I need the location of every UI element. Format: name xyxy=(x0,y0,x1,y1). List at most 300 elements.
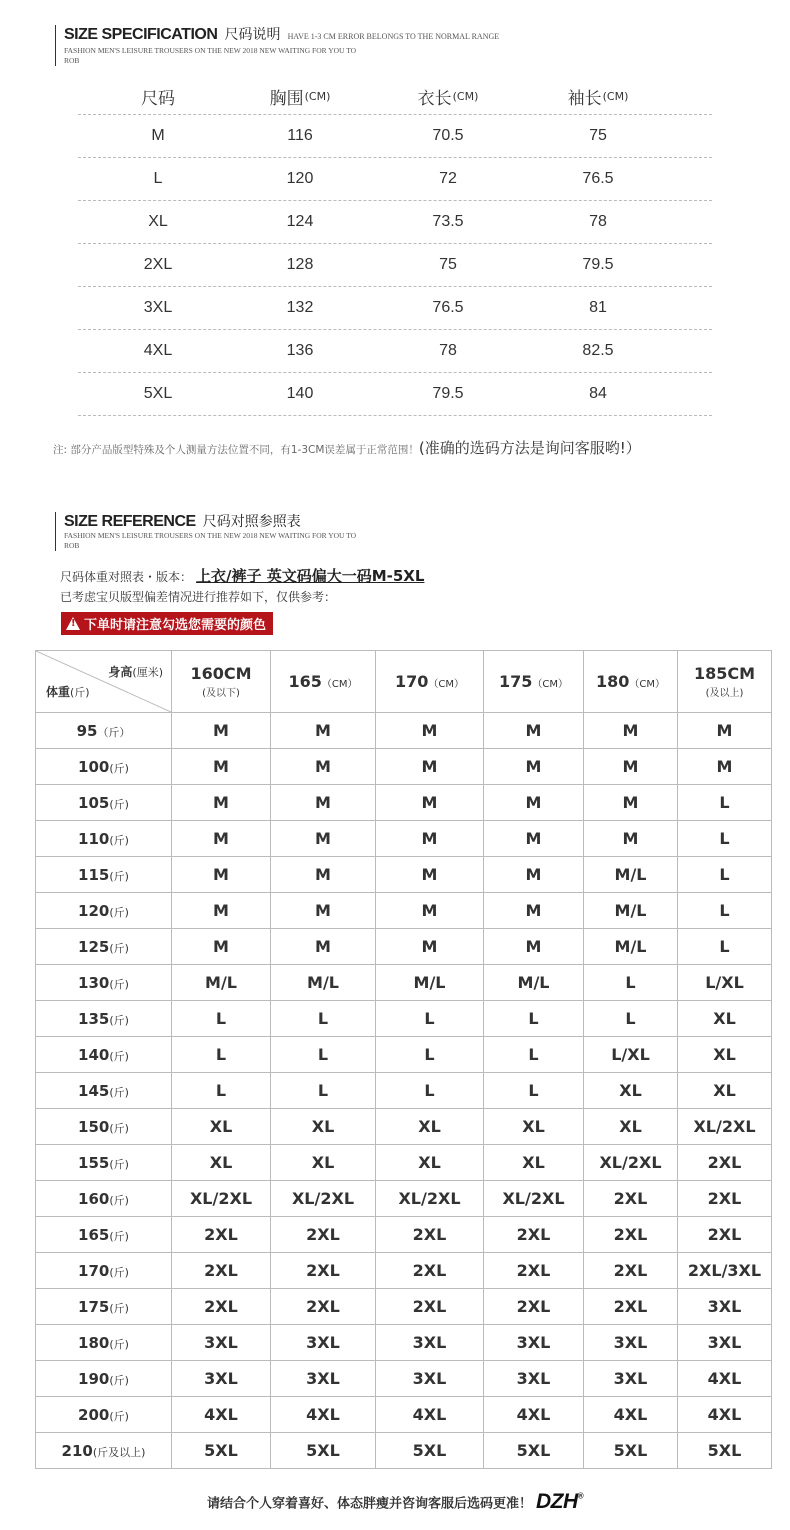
weight-value: 200 xyxy=(78,1405,110,1424)
size-cell: 2XL xyxy=(271,1289,376,1325)
size-cell: L/XL xyxy=(584,1037,678,1073)
weight-cell xyxy=(36,785,172,821)
size-cell: M/L xyxy=(172,965,271,1001)
size-cell: 3XL xyxy=(584,1361,678,1397)
spec-row xyxy=(78,158,712,201)
ref-table-row xyxy=(36,1253,772,1289)
weight-unit: (斤) xyxy=(109,905,129,919)
height-value: 165 xyxy=(288,672,322,691)
spec-cell: 72 xyxy=(439,170,457,187)
spec-cell: 4XL xyxy=(143,342,173,359)
size-cell: M xyxy=(376,749,484,785)
size-cell: 2XL xyxy=(678,1181,772,1217)
color-warning-banner xyxy=(61,612,273,635)
size-cell: M xyxy=(484,785,584,821)
size-cell: 3XL xyxy=(678,1289,772,1325)
brand-logo-text: DZH xyxy=(535,1490,578,1513)
size-cell: 2XL xyxy=(584,1181,678,1217)
weight-value: 115 xyxy=(78,865,110,884)
spec-cell: 116 xyxy=(287,127,313,144)
size-cell: M xyxy=(271,749,376,785)
ref-table-row xyxy=(36,821,772,857)
weight-unit: (斤及以上) xyxy=(92,1445,146,1459)
weight-value: 95 xyxy=(76,721,98,740)
size-cell: 5XL xyxy=(484,1433,584,1469)
footer-text: 请结合个人穿着喜好、体态胖瘦并咨询客服后选码更准！ xyxy=(206,1496,532,1512)
spec-cell: L xyxy=(153,170,163,187)
size-cell: M xyxy=(584,785,678,821)
size-cell: 3XL xyxy=(172,1361,271,1397)
size-cell: L xyxy=(678,893,772,929)
weight-cell xyxy=(36,1073,172,1109)
weight-unit: (斤) xyxy=(109,1121,129,1135)
size-cell: M xyxy=(584,749,678,785)
size-cell: 2XL xyxy=(584,1289,678,1325)
height-value: 160CM xyxy=(190,664,252,683)
height-header-cell xyxy=(484,651,584,713)
weight-unit: (斤) xyxy=(109,797,129,811)
weight-cell xyxy=(36,1397,172,1433)
ref-version-line xyxy=(60,565,424,586)
weight-value: 120 xyxy=(78,901,110,920)
weight-value: 160 xyxy=(78,1189,110,1208)
ref-table-row xyxy=(36,1361,772,1397)
spec-cell: 79.5 xyxy=(582,256,614,273)
height-value: 175 xyxy=(498,672,533,691)
size-cell: XL xyxy=(172,1109,271,1145)
size-cell: M xyxy=(376,713,484,749)
size-cell: M xyxy=(584,821,678,857)
ref-table-row xyxy=(36,857,772,893)
weight-value: 170 xyxy=(78,1261,110,1280)
weight-cell xyxy=(36,821,172,857)
size-cell: M xyxy=(271,785,376,821)
size-ref-header xyxy=(55,512,364,551)
size-spec-note-small: 注: 部分产品版型特殊及个人测量方法位置不同，有1-3CM误差属于正常范围！ xyxy=(53,444,419,456)
size-cell: XL xyxy=(271,1109,376,1145)
size-cell: 2XL xyxy=(271,1253,376,1289)
weight-unit: (斤) xyxy=(109,1409,129,1423)
size-cell: XL xyxy=(584,1073,678,1109)
spec-cell: 84 xyxy=(589,385,607,402)
size-cell: 2XL xyxy=(376,1217,484,1253)
ref-table-row xyxy=(36,965,772,1001)
size-cell: L xyxy=(678,857,772,893)
ref-table-row xyxy=(36,1433,772,1469)
ref-table-row xyxy=(36,1397,772,1433)
height-header-cell xyxy=(172,651,271,713)
size-spec-table xyxy=(78,78,712,416)
size-ref-title-en: SIZE REFERENCE xyxy=(64,513,196,530)
size-cell: L xyxy=(271,1073,376,1109)
size-cell: M xyxy=(584,713,678,749)
weight-value: 175 xyxy=(78,1297,110,1316)
size-cell: 3XL xyxy=(172,1325,271,1361)
size-cell: 3XL xyxy=(271,1361,376,1397)
weight-unit: (斤) xyxy=(109,941,129,955)
height-unit: （CM） xyxy=(428,679,465,690)
size-cell: L xyxy=(376,1001,484,1037)
spec-header-label: 尺码 xyxy=(141,88,175,109)
size-cell: M xyxy=(484,929,584,965)
size-cell: 3XL xyxy=(376,1361,484,1397)
size-cell: 2XL xyxy=(376,1289,484,1325)
height-header-cell xyxy=(271,651,376,713)
weight-value: 140 xyxy=(78,1045,110,1064)
spec-cell: 136 xyxy=(286,342,314,359)
spec-row xyxy=(78,373,712,416)
ref-table-row xyxy=(36,1325,772,1361)
size-cell: M xyxy=(484,893,584,929)
ref-table-row xyxy=(36,713,772,749)
corner-height-text: 身高 xyxy=(108,665,133,679)
ref-table-row xyxy=(36,1109,772,1145)
spec-header-cell xyxy=(108,78,208,114)
ref-version-highlight: 上衣/裤子 英文码偏大一码M-5XL xyxy=(196,567,425,585)
size-cell: XL xyxy=(678,1073,772,1109)
height-header-cell xyxy=(678,651,772,713)
weight-cell xyxy=(36,1217,172,1253)
weight-cell xyxy=(36,893,172,929)
ref-table-row xyxy=(36,1181,772,1217)
weight-cell xyxy=(36,1001,172,1037)
spec-header-unit: (CM) xyxy=(304,89,331,103)
size-cell: 2XL xyxy=(484,1253,584,1289)
height-sub: (及以上) xyxy=(705,688,744,699)
weight-unit: (斤) xyxy=(109,1193,129,1207)
size-cell: XL/2XL xyxy=(584,1145,678,1181)
weight-unit: (斤) xyxy=(109,977,129,991)
size-ref-title-cn: 尺码对照参照表 xyxy=(202,514,301,530)
size-cell: XL xyxy=(678,1037,772,1073)
spec-row xyxy=(78,115,712,158)
size-cell: L/XL xyxy=(678,965,772,1001)
height-unit: （CM） xyxy=(321,679,358,690)
size-cell: L xyxy=(584,1001,678,1037)
ref-table-row xyxy=(36,929,772,965)
size-cell: XL xyxy=(584,1109,678,1145)
ref-header-row xyxy=(36,651,772,713)
spec-row xyxy=(78,201,712,244)
weight-unit: (斤) xyxy=(109,1229,129,1243)
spec-cell: 2XL xyxy=(143,256,173,273)
weight-value: 180 xyxy=(78,1333,110,1352)
size-cell: 3XL xyxy=(678,1325,772,1361)
height-header-cell xyxy=(376,651,484,713)
ref-table-row xyxy=(36,749,772,785)
size-cell: XL xyxy=(172,1145,271,1181)
spec-cell: 75 xyxy=(589,127,607,144)
size-spec-title-cn: 尺码说明 xyxy=(224,27,281,43)
size-cell: 4XL xyxy=(376,1397,484,1433)
size-cell: M xyxy=(172,893,271,929)
size-cell: 4XL xyxy=(678,1397,772,1433)
size-cell: 2XL xyxy=(678,1145,772,1181)
weight-value: 135 xyxy=(78,1009,110,1028)
size-ref-subtitle: FASHION MEN'S LEISURE TROUSERS ON THE NEW 2018 NEW WAITING FOR YOU TO ROB xyxy=(64,531,357,550)
spec-cell: 5XL xyxy=(143,385,173,402)
spec-cell: 81 xyxy=(589,299,607,316)
weight-value: 100 xyxy=(78,757,110,776)
spec-cell: 120 xyxy=(286,170,314,187)
size-cell: 4XL xyxy=(678,1361,772,1397)
size-cell: XL xyxy=(678,1001,772,1037)
spec-cell: 3XL xyxy=(143,299,173,316)
spec-cell: 132 xyxy=(286,299,314,316)
size-cell: XL xyxy=(376,1145,484,1181)
size-cell: 5XL xyxy=(271,1433,376,1469)
weight-unit: (斤) xyxy=(109,1265,129,1279)
size-cell: 4XL xyxy=(484,1397,584,1433)
size-cell: XL/2XL xyxy=(271,1181,376,1217)
corner-weight-label xyxy=(46,683,90,700)
weight-unit: (斤) xyxy=(109,761,129,775)
size-cell: 4XL xyxy=(584,1397,678,1433)
weight-value: 145 xyxy=(78,1081,110,1100)
weight-cell xyxy=(36,1181,172,1217)
size-cell: 3XL xyxy=(484,1325,584,1361)
size-cell: M/L xyxy=(584,893,678,929)
weight-unit: (斤) xyxy=(109,1049,129,1063)
spec-cell: 78 xyxy=(589,213,607,230)
size-reference-table xyxy=(35,650,772,1469)
size-spec-error-note: HAVE 1-3 CM ERROR BELONGS TO THE NORMAL RANGE xyxy=(287,32,500,41)
size-cell: 2XL xyxy=(584,1253,678,1289)
height-header-cell xyxy=(584,651,678,713)
size-cell: XL/2XL xyxy=(484,1181,584,1217)
size-cell: 5XL xyxy=(584,1433,678,1469)
weight-cell xyxy=(36,1325,172,1361)
spec-header-label: 胸围 xyxy=(269,88,304,109)
size-cell: M xyxy=(172,785,271,821)
spec-cell: 79.5 xyxy=(432,385,464,402)
size-cell: XL/2XL xyxy=(376,1181,484,1217)
size-cell: 2XL/3XL xyxy=(678,1253,772,1289)
spec-header-label: 衣长 xyxy=(417,88,452,109)
spec-cell: 82.5 xyxy=(582,342,614,359)
spec-header-cell xyxy=(398,78,498,114)
size-cell: M xyxy=(271,929,376,965)
weight-unit: (斤) xyxy=(109,1301,129,1315)
spec-cell: 73.5 xyxy=(432,213,464,230)
weight-cell xyxy=(36,857,172,893)
weight-cell xyxy=(36,1433,172,1469)
size-cell: XL xyxy=(376,1109,484,1145)
spec-header-unit: (CM) xyxy=(452,89,479,103)
size-cell: M xyxy=(678,713,772,749)
spec-cell: 76.5 xyxy=(582,170,614,187)
weight-cell xyxy=(36,1145,172,1181)
spec-cell: 70.5 xyxy=(432,127,464,144)
size-cell: M xyxy=(484,821,584,857)
height-unit: （CM） xyxy=(532,679,569,690)
size-cell: M xyxy=(172,749,271,785)
size-cell: XL xyxy=(484,1109,584,1145)
size-cell: M xyxy=(484,713,584,749)
spec-cell: M xyxy=(151,127,165,144)
weight-unit: (斤) xyxy=(109,869,129,883)
weight-cell xyxy=(36,749,172,785)
weight-unit: (斤) xyxy=(109,1013,129,1027)
registered-mark: ® xyxy=(577,1491,584,1501)
size-cell: M xyxy=(172,929,271,965)
size-cell: XL xyxy=(484,1145,584,1181)
weight-cell xyxy=(36,1109,172,1145)
size-cell: L xyxy=(484,1037,584,1073)
size-cell: 2XL xyxy=(484,1217,584,1253)
size-cell: M/L xyxy=(271,965,376,1001)
spec-cell: 124 xyxy=(286,213,314,230)
weight-unit: (斤) xyxy=(109,1085,129,1099)
size-cell: M xyxy=(172,857,271,893)
size-cell: 2XL xyxy=(584,1217,678,1253)
size-cell: L xyxy=(678,929,772,965)
ref-table-row xyxy=(36,1289,772,1325)
size-cell: 2XL xyxy=(172,1289,271,1325)
size-cell: 2XL xyxy=(484,1289,584,1325)
spec-row xyxy=(78,244,712,287)
corner-height-label xyxy=(108,663,163,680)
spec-cell: 128 xyxy=(286,256,314,273)
size-cell: M xyxy=(484,857,584,893)
height-value: 185CM xyxy=(693,664,756,683)
size-cell: M/L xyxy=(584,857,678,893)
size-cell: L xyxy=(678,785,772,821)
size-cell: 3XL xyxy=(584,1325,678,1361)
spec-header-cell xyxy=(548,78,648,114)
ref-disclaimer: 已考虑宝贝版型偏差情况进行推荐如下，仅供参考： xyxy=(60,590,337,604)
weight-value: 210 xyxy=(61,1441,93,1460)
size-cell: M/L xyxy=(376,965,484,1001)
spec-header-label: 袖长 xyxy=(567,88,602,109)
size-cell: 5XL xyxy=(172,1433,271,1469)
weight-value: 165 xyxy=(78,1225,110,1244)
size-cell: M xyxy=(376,785,484,821)
footer xyxy=(0,1490,790,1514)
size-cell: L xyxy=(271,1037,376,1073)
weight-unit: (斤) xyxy=(109,833,129,847)
size-cell: L xyxy=(376,1037,484,1073)
weight-cell xyxy=(36,1037,172,1073)
size-cell: XL/2XL xyxy=(172,1181,271,1217)
size-cell: L xyxy=(376,1073,484,1109)
size-cell: L xyxy=(172,1001,271,1037)
height-unit: （CM） xyxy=(629,679,666,690)
spec-cell: 76.5 xyxy=(432,299,464,316)
size-spec-header xyxy=(55,25,499,66)
weight-value: 130 xyxy=(78,973,110,992)
size-cell: M xyxy=(376,929,484,965)
size-cell: M xyxy=(376,821,484,857)
weight-unit: (斤) xyxy=(109,1337,129,1351)
size-spec-title-en: SIZE SPECIFICATION xyxy=(64,26,218,43)
size-cell: 5XL xyxy=(678,1433,772,1469)
size-cell: 3XL xyxy=(271,1325,376,1361)
size-cell: M xyxy=(271,857,376,893)
weight-unit: (斤) xyxy=(109,1373,129,1387)
size-cell: 3XL xyxy=(376,1325,484,1361)
size-cell: L xyxy=(271,1001,376,1037)
size-cell: 2XL xyxy=(271,1217,376,1253)
weight-value: 150 xyxy=(78,1117,110,1136)
size-cell: 2XL xyxy=(172,1217,271,1253)
weight-unit: (斤) xyxy=(109,1157,129,1171)
weight-value: 110 xyxy=(78,829,110,848)
ref-table-row xyxy=(36,1073,772,1109)
size-cell: M/L xyxy=(584,929,678,965)
weight-cell xyxy=(36,713,172,749)
size-cell: L xyxy=(678,821,772,857)
spec-header-row xyxy=(78,78,712,115)
spec-cell: 140 xyxy=(286,385,314,402)
warning-icon xyxy=(66,617,80,630)
ref-corner-cell xyxy=(36,651,172,713)
ref-table-row xyxy=(36,1145,772,1181)
ref-table-row xyxy=(36,785,772,821)
spec-row xyxy=(78,330,712,373)
size-cell: L xyxy=(172,1037,271,1073)
size-cell: M xyxy=(271,821,376,857)
weight-value: 190 xyxy=(78,1369,110,1388)
height-value: 180 xyxy=(595,672,630,691)
height-value: 170 xyxy=(394,672,429,691)
size-cell: M xyxy=(172,821,271,857)
ref-table-row xyxy=(36,1037,772,1073)
spec-cell: 78 xyxy=(439,342,457,359)
size-cell: 2XL xyxy=(376,1253,484,1289)
size-cell: M xyxy=(172,713,271,749)
size-spec-note-big: (准确的选码方法是询问客服哟!） xyxy=(418,439,641,457)
size-cell: L xyxy=(584,965,678,1001)
weight-unit: （斤） xyxy=(97,725,131,739)
corner-height-unit: (厘米) xyxy=(132,666,163,679)
weight-cell xyxy=(36,1253,172,1289)
size-cell: M xyxy=(376,893,484,929)
weight-cell xyxy=(36,929,172,965)
weight-value: 125 xyxy=(78,937,110,956)
size-cell: M xyxy=(484,749,584,785)
ref-version-label: 尺码体重对照表・版本： xyxy=(60,570,193,584)
ref-table-row xyxy=(36,1001,772,1037)
size-cell: 4XL xyxy=(172,1397,271,1433)
size-cell: M xyxy=(376,857,484,893)
size-spec-subtitle: FASHION MEN'S LEISURE TROUSERS ON THE NEW 2018 NEW WAITING FOR YOU TO ROB xyxy=(64,46,357,65)
spec-header-cell xyxy=(250,78,350,114)
color-warning-text: 下单时请注意勾选您需要的颜色 xyxy=(84,618,267,633)
weight-value: 105 xyxy=(78,793,110,812)
size-cell: L xyxy=(172,1073,271,1109)
size-cell: XL xyxy=(271,1145,376,1181)
size-spec-note xyxy=(53,437,641,458)
ref-table-row xyxy=(36,1217,772,1253)
size-cell: XL/2XL xyxy=(678,1109,772,1145)
weight-cell xyxy=(36,1361,172,1397)
ref-table-row xyxy=(36,893,772,929)
size-cell: L xyxy=(484,1073,584,1109)
size-cell: M xyxy=(271,713,376,749)
size-cell: M xyxy=(271,893,376,929)
weight-value: 155 xyxy=(78,1153,110,1172)
brand-logo xyxy=(536,1490,583,1513)
size-cell: M/L xyxy=(484,965,584,1001)
size-cell: 5XL xyxy=(376,1433,484,1469)
corner-weight-text: 体重 xyxy=(46,685,71,699)
spec-cell: XL xyxy=(148,213,168,230)
size-cell: 2XL xyxy=(678,1217,772,1253)
size-cell: M xyxy=(678,749,772,785)
weight-cell xyxy=(36,965,172,1001)
corner-diagonal xyxy=(36,651,171,712)
